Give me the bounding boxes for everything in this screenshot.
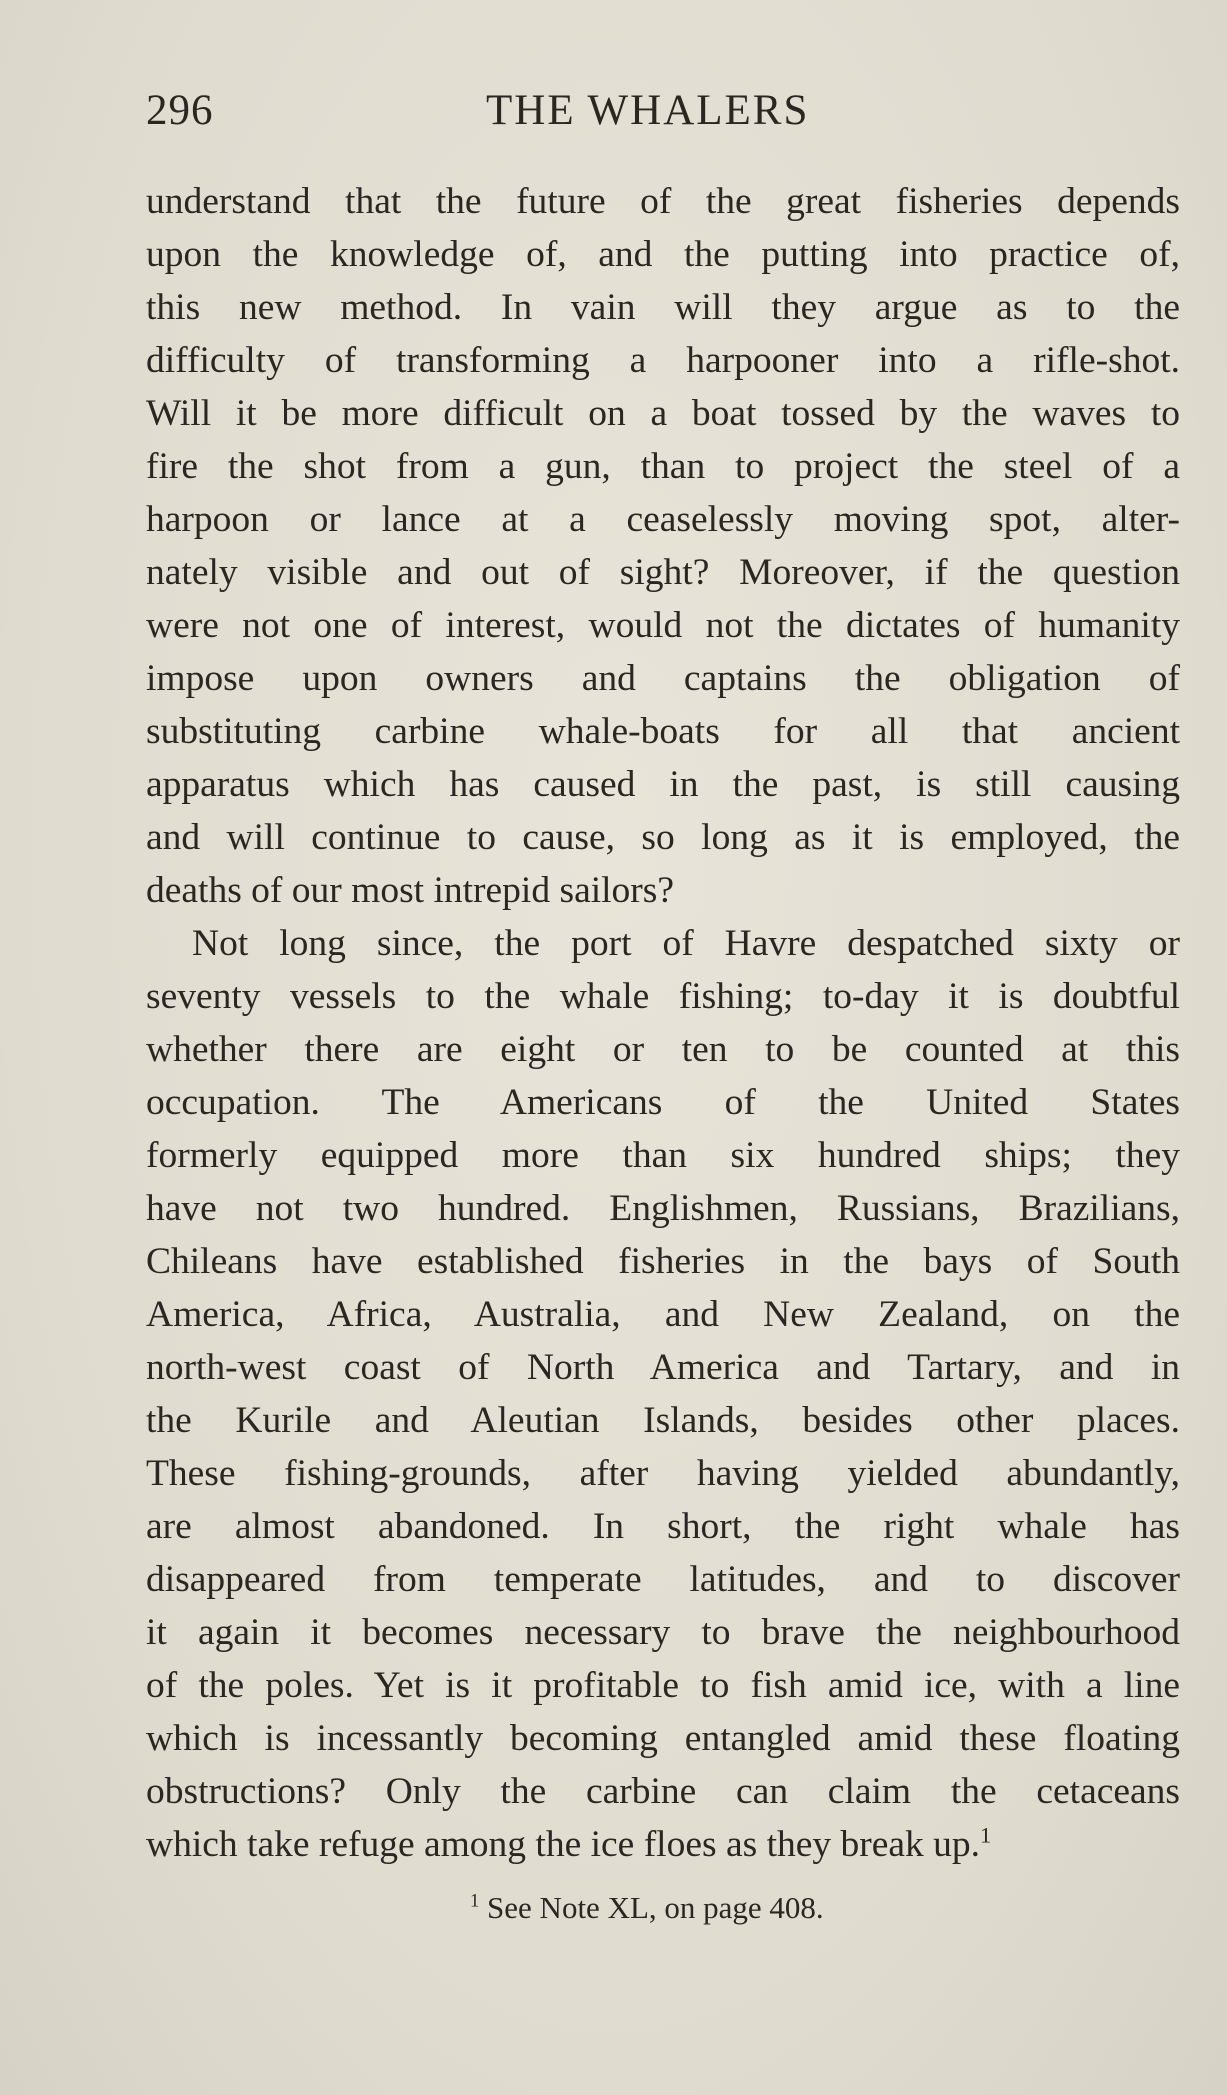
text-line: substituting carbine whale-boats for all that ancient (146, 711, 1180, 752)
text-line: America, Africa, Australia, and New Zealand, on the (146, 1294, 1180, 1335)
text-line: Will it be more difficult on a boat tossed by the waves to (146, 393, 1180, 434)
text-line: obstructions? Only the carbine can claim the cetaceans (146, 1771, 1180, 1812)
text-line: difficulty of transforming a harpooner into a rifle-shot. (146, 340, 1180, 381)
text-line: fire the shot from a gun, than to project the steel of a (146, 446, 1180, 487)
text-line: were not one of interest, would not the dictates of humanity (146, 605, 1180, 646)
text-line: seventy vessels to the whale fishing; to-day it is doubtful (146, 976, 1180, 1017)
page-number: 296 (146, 87, 214, 134)
text-line: apparatus which has caused in the past, is still causing (146, 764, 1180, 805)
text-line: and will continue to cause, so long as it is employed, the (146, 817, 1180, 858)
text-line: are almost abandoned. In short, the right whale has (146, 1506, 1180, 1547)
text-line: north-west coast of North America and Tartary, and in (146, 1347, 1180, 1388)
text-line: it again it becomes necessary to brave the neighbourhood (146, 1612, 1180, 1653)
text-line: this new method. In vain will they argue as to the (146, 287, 1180, 328)
text-line: of the poles. Yet is it profitable to fish amid ice, with a line (146, 1665, 1180, 1706)
text-line: Not long since, the port of Havre despatched sixty or (192, 923, 1180, 964)
footnote-text: See Note XL, on page 408. (487, 1890, 824, 1925)
text-line: upon the knowledge of, and the putting into practice of, (146, 234, 1180, 275)
text-line: nately visible and out of sight? Moreover, if the question (146, 552, 1180, 593)
footnote (470, 1888, 824, 1928)
text-line: harpoon or lance at a ceaselessly moving spot, alter- (146, 499, 1180, 540)
final-line-text: which take refuge among the ice floes as they break up. (146, 1824, 981, 1865)
text-line: These fishing-grounds, after having yielded abundantly, (146, 1453, 1180, 1494)
body-text (146, 175, 1180, 1871)
text-line: occupation. The Americans of the United States (146, 1082, 1180, 1123)
text-line: the Kurile and Aleutian Islands, besides other places. (146, 1400, 1180, 1441)
text-line: understand that the future of the great fisheries depends (146, 181, 1180, 222)
text-line: deaths of our most intrepid sailors? (146, 870, 675, 911)
text-line: whether there are eight or ten to be counted at this (146, 1029, 1180, 1070)
running-title: THE WHALERS (486, 87, 810, 134)
text-line: have not two hundred. Englishmen, Russians, Brazilians, (146, 1188, 1180, 1229)
text-line: impose upon owners and captains the obligation of (146, 658, 1180, 699)
running-head (146, 86, 854, 144)
text-line-final (146, 1818, 1180, 1871)
text-line: disappeared from temperate latitudes, and to discover (146, 1559, 1180, 1600)
footnote-reference[interactable]: 1 (980, 1822, 992, 1848)
footnote-marker: 1 (470, 1890, 480, 1912)
text-line: which is incessantly becoming entangled amid these floating (146, 1718, 1180, 1759)
text-line: formerly equipped more than six hundred ships; they (146, 1135, 1180, 1176)
text-line: Chileans have established fisheries in the bays of South (146, 1241, 1180, 1282)
